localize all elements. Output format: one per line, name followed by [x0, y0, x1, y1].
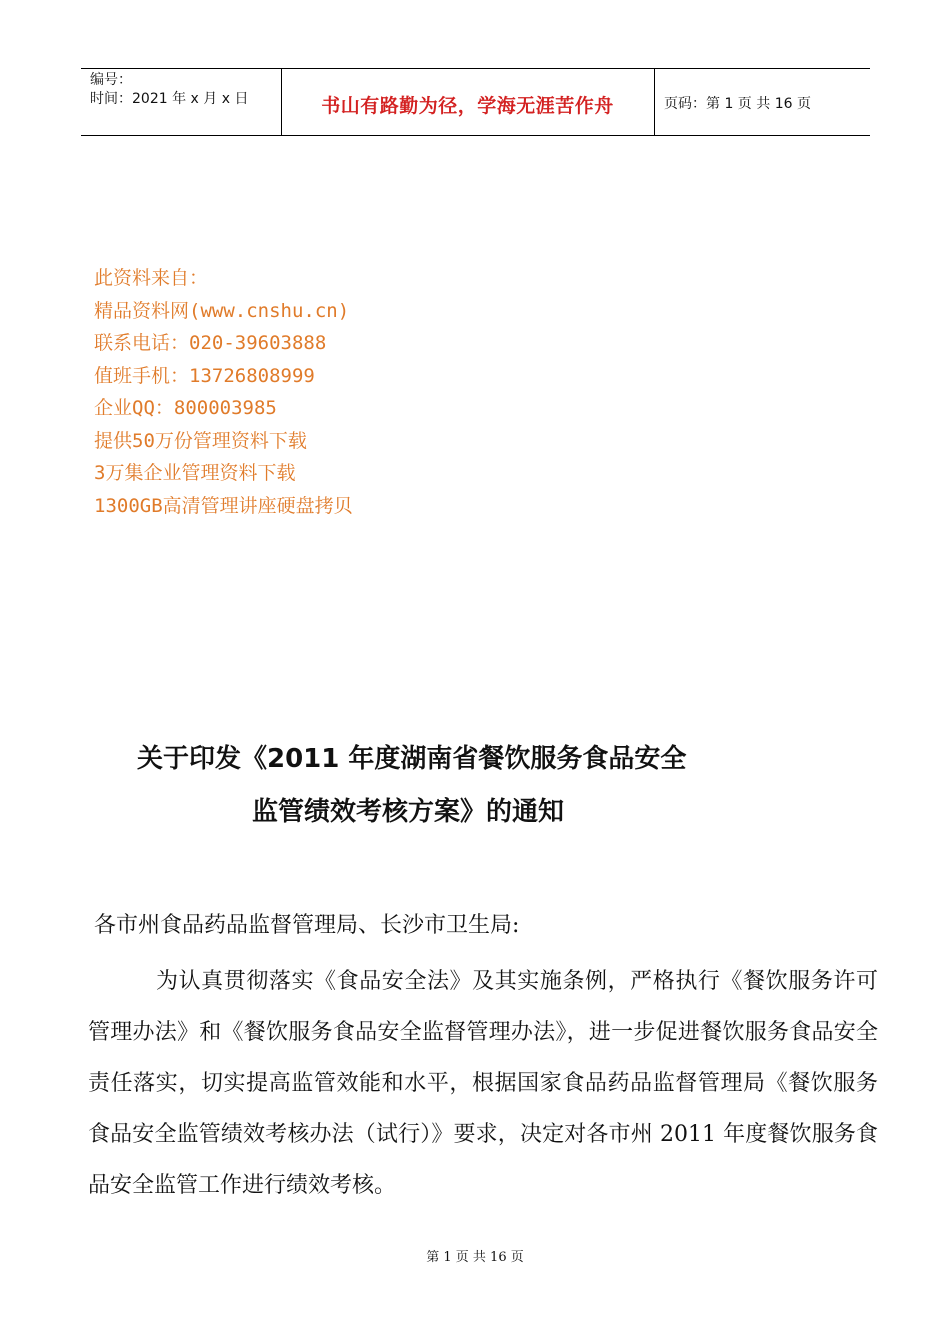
source-line: 企业QQ：800003985 — [94, 397, 277, 419]
source-line: 值班手机：13726808999 — [94, 364, 315, 387]
source-line: 提供50万份管理资料下载 — [94, 429, 307, 452]
source-line: 3万集企业管理资料下载 — [94, 462, 296, 484]
document-title-line-2: 监管绩效考核方案》的通知 — [252, 797, 565, 827]
header-meta — [90, 71, 248, 109]
page-footer: 第 1 页 共 16 页 — [426, 1250, 524, 1265]
header-divider — [654, 69, 655, 135]
document-title-line-1: 关于印发《2011 年度湖南省餐饮服务食品安全 — [137, 744, 687, 774]
document-number-label: 编号： — [90, 72, 132, 88]
page-header — [81, 68, 870, 136]
header-motto: 书山有路勤为径，学海无涯苦作舟 — [321, 95, 614, 117]
document-time-label: 时间：2021 年 x 月 x 日 — [90, 91, 249, 107]
body-paragraph: 为认真贯彻落实《食品安全法》及其实施条例，严格执行《餐饮服务许可管理办法》和《餐饮服务食品安全监督管理办法》，进一步促进餐饮服务食品安全责任落实，切实提高监管效能和水平，根据国家食品药品监督管理局《餐饮服务食品安全监管绩效考核办法（试行）》要求，决定对各市州 2011 年度餐饮服务食品安全监管工作进行绩效考核。 — [88, 969, 878, 1198]
source-line: 精品资料网(www.cnshu.cn) — [94, 299, 350, 322]
source-info-block — [94, 262, 353, 522]
source-line: 1300GB高清管理讲座硬盘拷贝 — [94, 494, 353, 517]
salutation: 各市州食品药品监督管理局、长沙市卫生局: — [94, 913, 520, 938]
source-line: 联系电话：020-39603888 — [94, 332, 327, 354]
source-line: 此资料来自： — [94, 267, 209, 289]
header-page-info: 页码：第 1 页 共 16 页 — [664, 96, 811, 112]
